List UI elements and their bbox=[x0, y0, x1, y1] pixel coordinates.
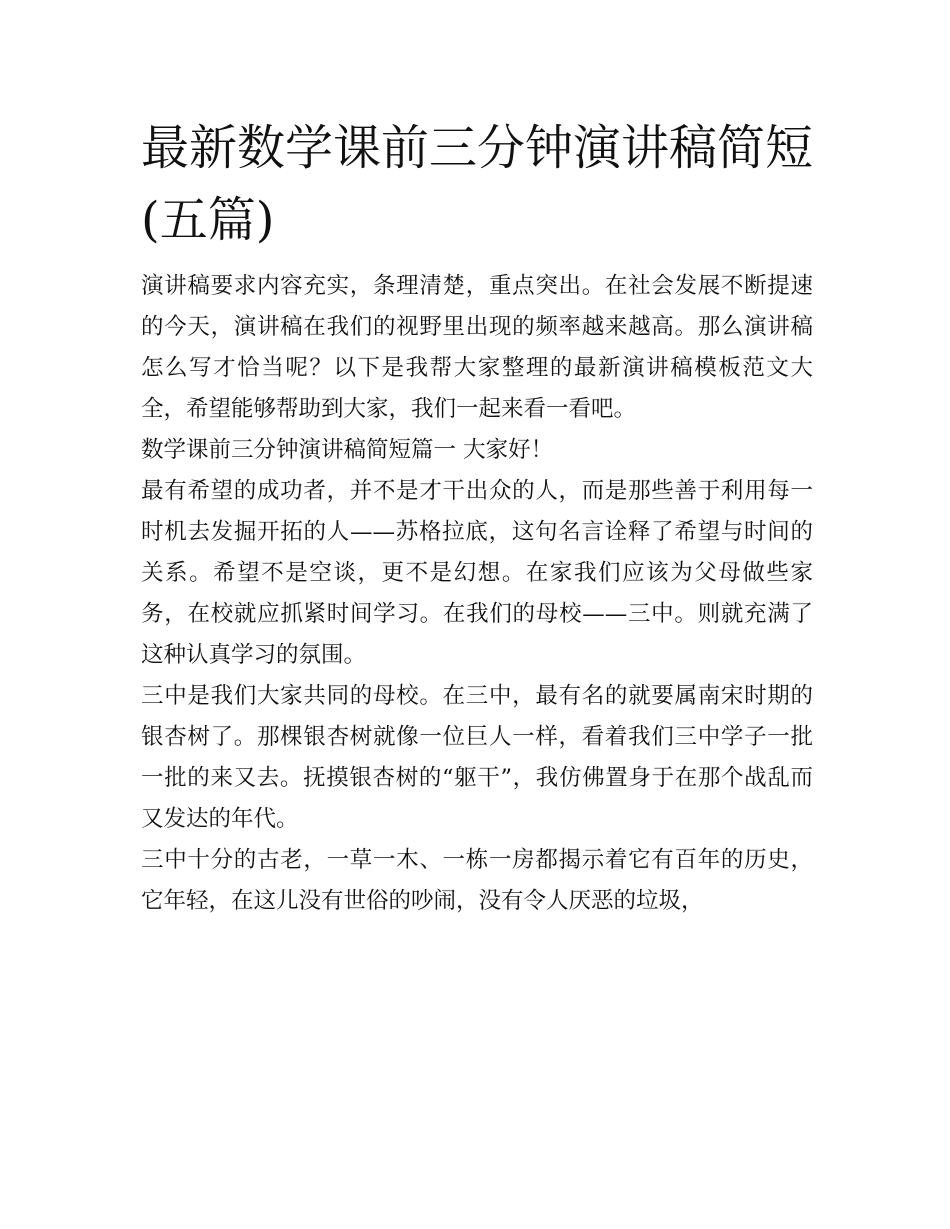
document-title: 最新数学课前三分钟演讲稿简短(五篇) bbox=[141, 120, 814, 248]
paragraph-intro: 演讲稿要求内容充实，条理清楚，重点突出。在社会发展不断提速的今天，演讲稿在我们的视野里出现的频率越来越高。那么演讲稿怎么写才恰当呢？以下是我帮大家整理的最新演讲稿模板范文大全，希望能够帮助到大家，我们一起来看一看吧。 bbox=[141, 273, 813, 422]
paragraph-body-2: 三中是我们大家共同的母校。在三中，最有名的就要属南宋时期的银杏树了。那棵银杏树就像一位巨人一样，看着我们三中学子一批一批的来又去。抚摸银杏树的“躯干”，我仿佛置身于在那个战乱而又发达的年代。 bbox=[141, 683, 813, 832]
paragraph-section-heading: 数学课前三分钟演讲稿简短篇一 大家好！ bbox=[141, 437, 554, 463]
paragraph-body-1: 最有希望的成功者，并不是才干出众的人，而是那些善于利用每一时机去发掘开拓的人——苏格拉底，这句名言诠释了希望与时间的关系。希望不是空谈，更不是幻想。在家我们应该为父母做些家务，在校就应抓紧时间学习。在我们的母校——三中。则就充满了这种认真学习的氛围。 bbox=[141, 478, 813, 668]
paragraph-body-3: 三中十分的古老，一草一木、一栋一房都揭示着它有百年的历史，它年轻，在这儿没有世俗的吵闹，没有令人厌恶的垃圾， bbox=[141, 847, 813, 914]
document-content bbox=[141, 112, 813, 922]
